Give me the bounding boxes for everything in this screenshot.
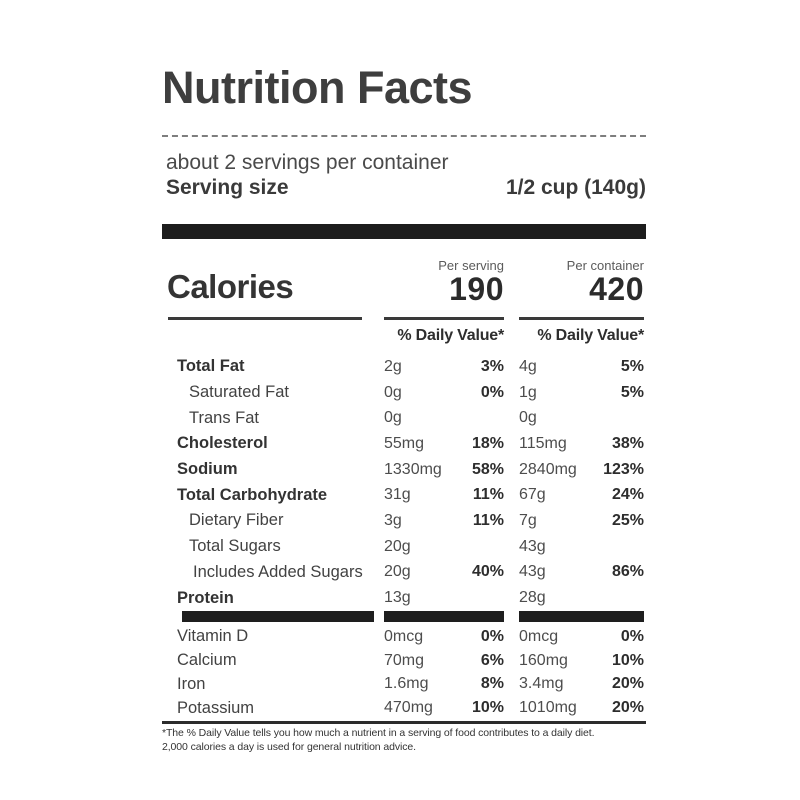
serving-daily-value: 8% bbox=[480, 675, 504, 693]
nutrient-row bbox=[162, 482, 646, 508]
vitamin-row bbox=[162, 672, 646, 696]
serving-amount: 1.6mg bbox=[384, 675, 429, 693]
serving-amount: 3g bbox=[384, 511, 402, 529]
nutrient-name: Total Carbohydrate bbox=[177, 485, 328, 504]
nutrient-name: Calcium bbox=[177, 651, 237, 670]
serving-size-row bbox=[162, 175, 646, 201]
page-title: Nutrition Facts bbox=[162, 62, 473, 113]
serving-amount: 70mg bbox=[384, 651, 425, 669]
vitamin-row bbox=[162, 649, 646, 673]
nutrition-facts-label bbox=[162, 62, 646, 754]
nutrient-row bbox=[162, 508, 646, 534]
divider-bar-container bbox=[519, 611, 644, 622]
serving-daily-value: 58% bbox=[471, 460, 504, 478]
serving-amount: 0g bbox=[384, 409, 402, 427]
container-daily-value: 5% bbox=[620, 383, 644, 401]
daily-value-header-container: % Daily Value* bbox=[537, 327, 644, 344]
serving-amount: 31g bbox=[384, 486, 411, 504]
container-amount: 43g bbox=[519, 537, 546, 555]
per-serving-header: Per serving bbox=[438, 258, 504, 273]
serving-daily-value: 11% bbox=[472, 511, 504, 529]
container-amount: 43g bbox=[519, 563, 546, 581]
serving-amount: 0g bbox=[384, 383, 402, 401]
per-container-header: Per container bbox=[566, 258, 644, 273]
serving-daily-value: 3% bbox=[480, 357, 504, 375]
container-amount: 1010mg bbox=[519, 699, 577, 717]
serving-amount: 2g bbox=[384, 357, 402, 375]
nutrient-name: Protein bbox=[177, 588, 234, 607]
divider-bar-left bbox=[182, 611, 374, 622]
container-amount: 7g bbox=[519, 511, 537, 529]
serving-daily-value: 0% bbox=[480, 383, 504, 401]
vitamin-row bbox=[162, 696, 646, 720]
nutrient-row bbox=[162, 431, 646, 457]
nutrient-row bbox=[162, 534, 646, 560]
container-amount: 0g bbox=[519, 409, 537, 427]
serving-size-value: 1/2 cup (140g) bbox=[505, 176, 646, 199]
calories-label: Calories bbox=[167, 268, 294, 305]
thick-divider-bar bbox=[162, 224, 646, 239]
footnote bbox=[162, 727, 646, 754]
calories-per-serving-column bbox=[384, 258, 504, 307]
serving-amount: 0mcg bbox=[384, 627, 424, 645]
container-daily-value: 86% bbox=[611, 563, 644, 581]
nutrient-name: Dietary Fiber bbox=[189, 511, 284, 530]
container-amount: 1g bbox=[519, 383, 537, 401]
container-amount: 2840mg bbox=[519, 460, 577, 478]
container-amount: 0mcg bbox=[519, 627, 559, 645]
servings-per-container-note: about 2 servings per container bbox=[166, 151, 449, 174]
section-divider-bars bbox=[162, 611, 646, 622]
container-daily-value: 24% bbox=[611, 486, 644, 504]
bottom-rule bbox=[162, 721, 646, 724]
footnote-line-1: *The % Daily Value tells you how much a nutrient in a serving of food contributes to a daily diet. bbox=[162, 727, 595, 740]
serving-daily-value: 0% bbox=[480, 627, 504, 645]
serving-amount: 1330mg bbox=[384, 460, 442, 478]
serving-amount: 20g bbox=[384, 537, 411, 555]
container-daily-value: 123% bbox=[603, 460, 644, 478]
vitamin-table bbox=[162, 625, 646, 720]
container-daily-value: 38% bbox=[611, 434, 644, 452]
per-container-underline bbox=[519, 317, 644, 320]
container-amount: 67g bbox=[519, 486, 546, 504]
serving-daily-value: 18% bbox=[471, 434, 504, 452]
nutrient-name: Trans Fat bbox=[189, 408, 259, 427]
nutrient-name: Total Fat bbox=[177, 357, 245, 376]
nutrient-row bbox=[162, 560, 646, 586]
per-serving-calories-value: 190 bbox=[449, 271, 504, 307]
container-amount: 160mg bbox=[519, 651, 568, 669]
calories-section bbox=[162, 258, 646, 307]
nutrient-name: Sodium bbox=[177, 460, 238, 479]
nutrient-row bbox=[162, 585, 646, 611]
nutrient-name: Total Sugars bbox=[189, 537, 281, 556]
nutrient-row bbox=[162, 405, 646, 431]
serving-amount: 470mg bbox=[384, 699, 433, 717]
serving-amount: 13g bbox=[384, 589, 411, 607]
nutrient-row bbox=[162, 380, 646, 406]
container-amount: 28g bbox=[519, 589, 546, 607]
container-amount: 115mg bbox=[519, 434, 567, 452]
nutrient-name: Cholesterol bbox=[177, 434, 268, 453]
serving-daily-value: 10% bbox=[471, 699, 504, 717]
daily-value-header-row bbox=[162, 320, 646, 345]
nutrient-name: Vitamin D bbox=[177, 627, 249, 646]
per-serving-underline bbox=[384, 317, 504, 320]
container-daily-value: 20% bbox=[611, 699, 644, 717]
container-daily-value: 10% bbox=[611, 651, 644, 669]
container-amount: 4g bbox=[519, 357, 537, 375]
nutrient-name: Iron bbox=[177, 674, 206, 693]
nutrient-name: Saturated Fat bbox=[189, 383, 289, 402]
serving-size-label: Serving size bbox=[166, 176, 289, 199]
nutrient-table bbox=[162, 354, 646, 611]
container-amount: 3.4mg bbox=[519, 675, 564, 693]
serving-amount: 20g bbox=[384, 563, 411, 581]
serving-amount: 55mg bbox=[384, 434, 425, 452]
container-daily-value: 25% bbox=[611, 511, 644, 529]
vitamin-row bbox=[162, 625, 646, 649]
container-daily-value: 0% bbox=[620, 627, 644, 645]
nutrient-name: Includes Added Sugars bbox=[193, 562, 363, 581]
container-daily-value: 5% bbox=[620, 357, 644, 375]
container-daily-value: 20% bbox=[611, 675, 644, 693]
nutrient-row bbox=[162, 457, 646, 483]
serving-daily-value: 40% bbox=[471, 563, 504, 581]
serving-daily-value: 11% bbox=[472, 486, 504, 504]
thin-divider bbox=[162, 135, 646, 137]
daily-value-header-serving: % Daily Value* bbox=[397, 327, 504, 344]
nutrient-row bbox=[162, 354, 646, 380]
serving-daily-value: 6% bbox=[480, 651, 504, 669]
nutrient-name: Potassium bbox=[177, 698, 255, 717]
per-container-calories-value: 420 bbox=[589, 271, 644, 307]
divider-bar-serving bbox=[384, 611, 504, 622]
calories-per-container-column bbox=[519, 258, 644, 307]
footnote-line-2: 2,000 calories a day is used for general nutrition advice. bbox=[162, 740, 416, 753]
